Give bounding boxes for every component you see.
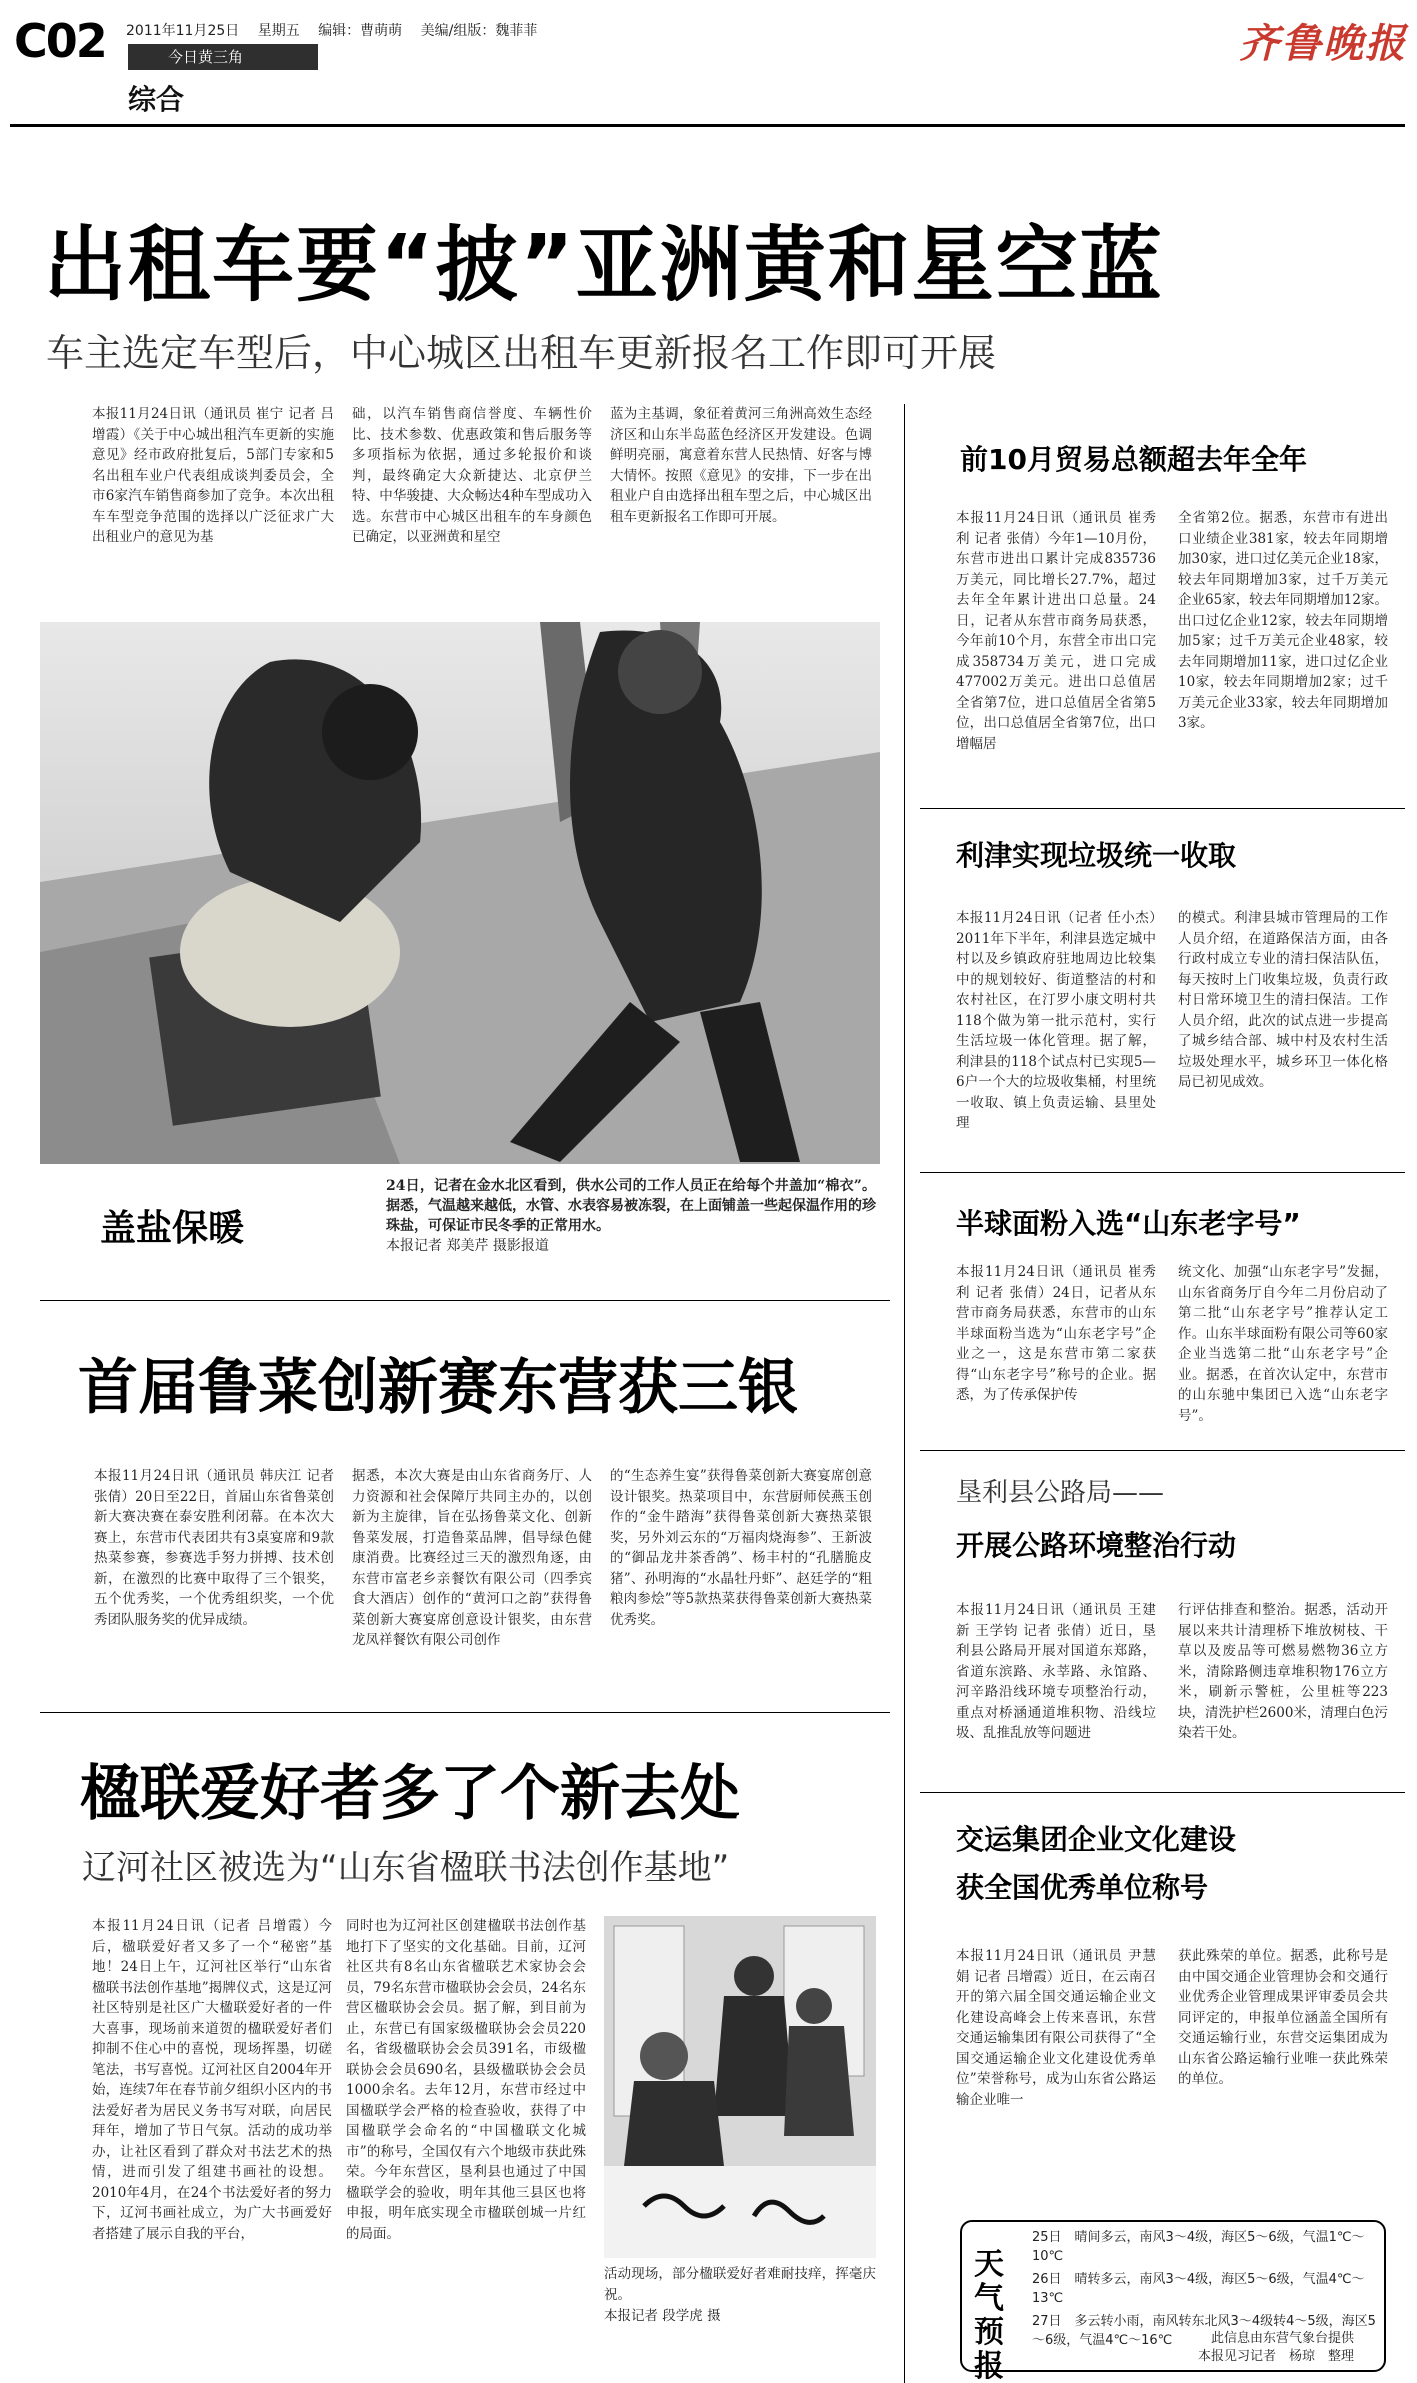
road-column-1: 本报11月24日讯（通讯员 王建新 王学钧 记者 张倩）近日，垦利县公路局开展对国道东郑路，省道东滨路、永莘路、永馆路、河辛路沿线环境专项整治行动，重点对桥涵通道堆积物、沿线垃圾、乱推乱放等问题进 [956,1602,1156,1741]
column-divider [904,404,905,2383]
lucai-column-2: 据悉，本次大赛是由山东省商务厅、人力资源和社会保障厅共同主办的，以创新为主旋律，旨在弘扬鲁菜文化、创新鲁菜发展，打造鲁菜品牌，倡导绿色健康消费。比赛经过三天的激烈角逐，由东营市富老乡亲餐饮有限公司（四季宾食大酒店）创作的“黄河口之韵”获得鲁菜创新大赛宴席创意设计银奖，由东营龙凤祥餐饮有限公司创作 [352,1468,592,1648]
weather-credit [1198,2330,1354,2366]
yinglian-headline: 楹联爱好者多了个新去处 [80,1759,740,1829]
calligraphy-photo-image [604,1916,876,2258]
calligraphy-photo-caption: 活动现场，部分楹联爱好者难耐技痒，挥毫庆祝。 [604,2266,876,2303]
weather-day: 26日 晴转多云，南风3～4级，海区5～6级，气温4℃～13℃ [1032,2272,1365,2306]
trade-column-2: 全省第2位。据悉，东营市有进出口业绩企业381家，较去年同期增加30家，进口过亿美元企业18家，较去年同期增加3家，过千万美元企业65家，较去年同期增加12家。出口过亿企业12家，较去年同期增加5家；过千万美元企业48家，较去年同期增加11家，进口过亿企业10家，较去年同期增加2家；过千万美元企业33家，较去年同期增加3家。 [1178,510,1388,731]
section-rule-2 [40,1712,890,1713]
sidebar-rule-4 [920,1792,1405,1793]
lijin-headline: 利津实现垃圾统一收取 [956,839,1237,872]
transport-headline-line-1: 交运集团企业文化建设 [956,1823,1237,1856]
road-headline: 开展公路环境整治行动 [956,1529,1237,1562]
road-column-2: 行评估排查和整治。据悉，活动开展以来共计清理桥下堆放树枝、干草以及废品等可燃易燃物36立方米，清除路侧违章堆积物176立方米，刷新示警桩，公里桩等223块，清洗护栏2600米，清理白色污染若干处。 [1178,1602,1388,1741]
flour-column-1: 本报11月24日讯（通讯员 崔秀利 记者 张倩）24日，记者从东营市商务局获悉，东营市的山东半球面粉当选为“山东老字号”企业之一，这是东营市第二家获得“山东老字号”称号的企业。据悉，为了传承保护传 [956,1264,1156,1403]
weather-source: 此信息由东营气象台提供 [1210,2331,1354,2346]
weather-box [960,2220,1386,2383]
photo-credit: 本报记者 郑美芹 摄影报道 [386,1238,549,1254]
lijin-column-2: 的模式。利津县城市管理局的工作人员介绍，在道路保洁方面，由各行政村成立专业的清扫保洁队伍，每天按时上门收集垃圾，负责行政村日常环境卫生的清扫保洁。工作人员介绍，此次的试点进一步提高了城乡结合部、城中村及农村生活垃圾处理水平，城乡环卫一体化格局已初见成效。 [1178,910,1388,1090]
transport-headline-line-2: 获全国优秀单位称号 [956,1871,1209,1904]
issue-weekday: 星期五 [257,23,300,39]
editor-credit: 编辑：曹萌萌 [318,23,403,39]
section-title: 综合 [128,83,185,116]
lucai-column-3: 的“生态养生宴”获得鲁菜创新大赛宴席创意设计银奖。热菜项目中，东营厨师侯燕玉创作的“金牛踏海”获得鲁菜创新大赛热菜银奖，另外刘云东的“万福肉烧海参”、王新波的“御品龙井茶香鸽”、杨丰村的“孔膳脆皮猪”、孙明海的“水晶牡丹虾”、赵廷学的“粗粮肉参烩”等5款热菜获得鲁菜创新大赛热菜优秀奖。 [610,1468,872,1628]
photo-caption: 24日，记者在金水北区看到，供水公司的工作人员正在给每个井盖加“棉衣”。据悉，气温越来越低，水管、水表容易被冻裂，在上面铺盖一些起保温作用的珍珠盐，可保证市民冬季的正常用水。 [386,1178,876,1234]
lucai-headline: 首届鲁菜创新赛东营获三银 [78,1353,798,1423]
workers-photo-image [40,622,880,1164]
weather-compiler: 本报见习记者 杨琼 整理 [1197,2349,1354,2364]
yinglian-column-2: 同时也为辽河社区创建楹联书法创作基地打下了坚实的文化基础。目前，辽河社区共有8名山东省楹联艺术家协会会员，79名东营市楹联协会会员，24名东营区楹联协会会员。据了解，到目前为止，东营已有国家级楹联协会会员220名，省级楹联协会会员391名，市级楹联协会会员690名，县级楹联协会会员1000余名。去年12月，东营市经过中国楹联学会严格的检查验收，获得了中国楹联学会命名的“中国楹联文化城市”的称号，全国仅有六个地级市获此殊荣。今年东营区，垦利县也通过了中国楹联学会的验收，明年其他三县区也将申报，明年底实现全市楹联创城一片红的局面。 [346,1918,586,2242]
section-rule-1 [40,1300,890,1301]
flour-headline: 半球面粉入选“山东老字号” [956,1207,1301,1240]
sidebar-rule-2 [920,1172,1405,1173]
lead-headline: 出租车要“披”亚洲黄和星空蓝 [44,218,1164,313]
header-rule [10,124,1405,127]
manhole-photo [40,622,880,1164]
lead-column-2: 础，以汽车销售商信誉度、车辆性价比、技术参数、优惠政策和售后服务等多项指标为依据，通过多轮报价和谈判，最终确定大众新捷达、北京伊兰特、中华骏捷、大众畅达4种车型成功入选。东营市中心城区出租车的车身颜色已确定，以亚洲黄和星空 [352,406,592,545]
issue-date: 2011年11月25日 [126,23,240,39]
lead-subhead: 车主选定车型后，中心城区出租车更新报名工作即可开展 [46,331,997,375]
road-kicker: 垦利县公路局—— [956,1478,1165,1508]
weather-title: 天气预报 [974,2247,1004,2383]
newspaper-logo: 齐鲁晚报 [1239,20,1407,67]
lead-column-3: 蓝为主基调，象征着黄河三角洲高效生态经济区和山东半岛蓝色经济区开发建设。色调鲜明亮丽，寓意着东营人民热情、好客与博大情怀。按照《意见》的安排，下一步在出租业户自由选择出租车型之后，中心城区出租车更新报名工作即可开展。 [610,406,872,525]
sidebar-rule-1 [920,808,1405,809]
trade-headline: 前10月贸易总额超去年全年 [960,443,1307,476]
lead-column-1: 本报11月24日讯（通讯员 崔宁 记者 吕增霞）《关于中心城出租汽车更新的实施意见》经市政府批复后，5部门专家和5名出租车业户代表组成谈判委员会，全市6家汽车销售商参加了竞争。本次出租车车型竞争范围的选择以广泛征求广大出租业户的意见为基 [92,406,334,545]
yinglian-column-1: 本报11月24日讯（记者 吕增霞）今后，楹联爱好者又多了一个“秘密”基地！24日上午，辽河社区举行“山东省楹联书法创作基地”揭牌仪式，这是辽河社区特别是社区广大楹联爱好者的一件大喜事，现场前来道贺的楹联爱好者们抑制不住心中的喜悦，现场挥墨，切磋笔法，书写喜悦。辽河社区自2004年开始，连续7年在春节前夕组织小区内的书法爱好者为居民义务书写对联，向居民拜年，增加了节日气氛。活动的成功举办，让社区看到了群众对书法艺术的热情，进而引发了组建书画社的设想。2010年4月，在24个书法爱好者的努力下，辽河书画社成立，为广大书画爱好者搭建了展示自我的平台， [92,1918,332,2242]
transport-column-2: 获此殊荣的单位。据悉，此称号是由中国交通企业管理协会和交通行业优秀企业管理成果评审委员会共同评定的，申报单位涵盖全国所有交通运输行业，东营交运集团成为山东省公路运输行业唯一获此殊荣的单位。 [1178,1948,1388,2087]
yinglian-subhead: 辽河社区被选为“山东省楹联书法创作基地” [82,1848,730,1888]
weather-day: 25日 晴间多云，南风3～4级，海区5～6级，气温1℃～10℃ [1032,2230,1365,2264]
section-band: 今日黄三角 [128,44,318,70]
designer-credit: 美编/组版：魏菲菲 [420,23,538,39]
calligraphy-photo-credit: 本报记者 段学虎 摄 [604,2308,721,2324]
lijin-column-1: 本报11月24日讯（记者 任小杰）2011年下半年，利津县选定城中村以及乡镇政府驻地周边比较集中的规划较好、街道整洁的村和农村社区，在汀罗小康文明村共118个做为第一批示范村，实行生活垃圾一体化管理。据了解，利津县的118个试点村已实现5—6户一个大的垃圾收集桶，村里统一收取、镇上负责运输、县里处理 [956,910,1156,1131]
sidebar-rule-3 [920,1450,1405,1451]
weather-day: 27日 多云转小雨，南风转东北风3～4级转4～5级，海区5～6级，气温4℃～16℃ [1032,2314,1376,2348]
page-number: C02 [14,14,106,68]
photo-title: 盖盐保暖 [100,1208,245,1249]
header-meta [126,20,551,40]
lucai-column-1: 本报11月24日讯（通讯员 韩庆江 记者 张倩）20日至22日，首届山东省鲁菜创新大赛决赛在泰安胜利闭幕。在本次大赛上，东营市代表团共有3桌宴席和9款热菜参赛，参赛选手努力拼搏、技术创新，在激烈的比赛中取得了三个银奖，五个优秀奖，一个优秀组织奖，一个优秀团队服务奖的优异成绩。 [94,1468,334,1628]
trade-column-1: 本报11月24日讯（通讯员 崔秀利 记者 张倩）今年1—10月份，东营市进出口累计完成835736万美元，同比增长27.7%，超过去年全年累计进出口总量。24日，记者从东营市商务局获悉，今年前10个月，东营全市出口完成358734万美元，进口完成477002万美元。进出口总值居全省第7位，进口总值居全省第5位，出口总值居全省第7位，出口增幅居 [956,510,1156,752]
transport-column-1: 本报11月24日讯（通讯员 尹慧娟 记者 吕增霞）近日，在云南召开的第六届全国交通运输企业文化建设高峰会上传来喜讯，东营交通运输集团有限公司获得了“全国交通运输企业文化建设优秀单位”荣誉称号，成为山东省公路运输企业唯一 [956,1948,1156,2108]
calligraphy-photo [604,1916,876,2258]
flour-column-2: 统文化、加强“山东老字号”发掘，山东省商务厅自今年二月份启动了第二批“山东老字号”推荐认定工作。山东半球面粉有限公司等60家企业当选第二批“山东老字号”企业。据悉，在首次认定中，东营市的山东驰中集团已入选“山东老字号”。 [1178,1264,1388,1424]
